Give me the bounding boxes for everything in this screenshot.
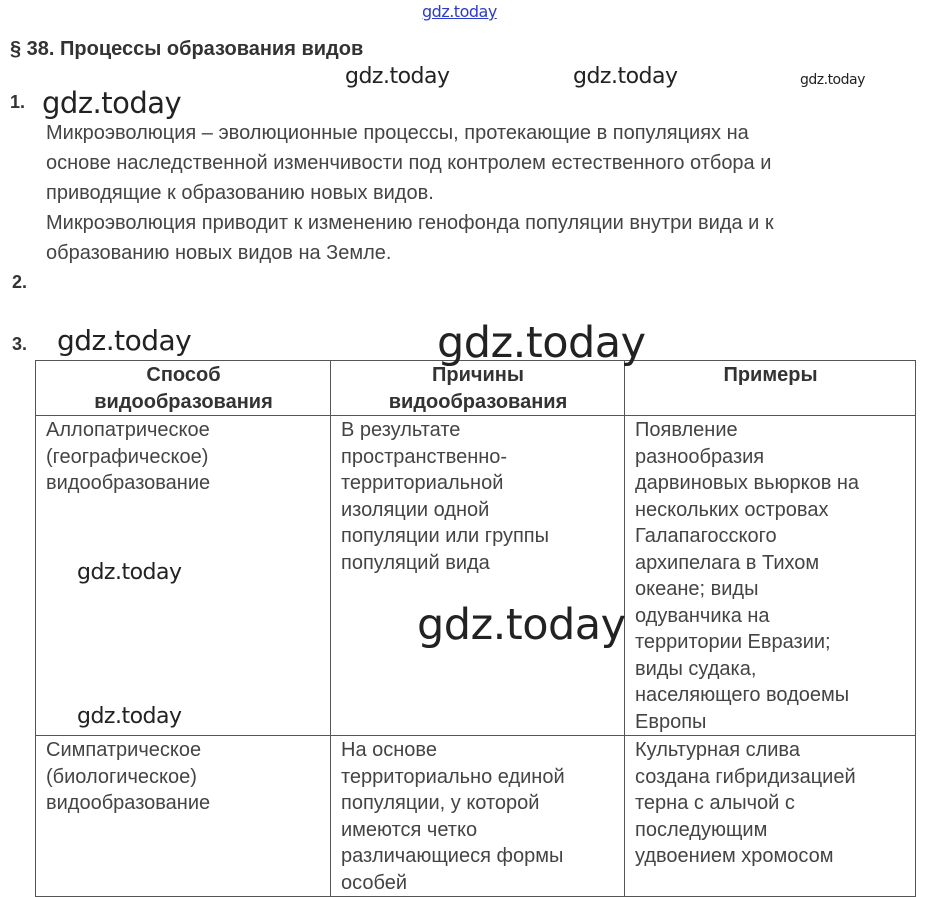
watermark: gdz.today (77, 704, 182, 729)
header-line: видообразования (94, 390, 273, 413)
answer-1-line: Микроэволюция – эволюционные процессы, протекающие в популяциях на (46, 122, 749, 144)
cell-line: популяций вида (341, 551, 490, 574)
cell-line: нескольких островах (635, 498, 829, 521)
watermark-top[interactable]: gdz.today (422, 2, 497, 21)
cell-line: (географическое) (46, 445, 209, 468)
cell-line: удвоением хромосом (635, 845, 834, 867)
cell-line: видообразование (46, 792, 211, 814)
question-number-2: 2. (12, 272, 28, 292)
header-line: Причины (432, 364, 524, 386)
watermark: gdz.today (437, 318, 646, 368)
cell-line: В результате (341, 419, 461, 441)
cell-line: изоляции одной (341, 498, 490, 521)
answer-1-line: приводящие к образованию новых видов. (46, 182, 434, 204)
cell-line: виды судака, (635, 657, 757, 680)
cell-line: имеются четко (341, 818, 478, 841)
answer-1-line: Микроэволюция приводит к изменению генофонда популяции внутри вида и к (46, 212, 774, 234)
question-number-3: 3. (12, 334, 28, 354)
header-line: Способ (146, 364, 221, 386)
header-causes (331, 361, 625, 416)
cell-line: На основе (341, 739, 437, 761)
table-header-row (36, 361, 916, 416)
cell-line: Аллопатрическое (46, 419, 210, 441)
cell-line: территориально единой (341, 765, 565, 788)
answer-1-text (46, 118, 916, 268)
answer-1-line: основе наследственной изменчивости под контролем естественного отбора и (46, 152, 772, 174)
cell-line: океане; виды (635, 578, 759, 600)
cell-line: Симпатрическое (46, 739, 202, 761)
cell-line: различающиеся формы (341, 845, 564, 867)
cell-line: Культурная слива (635, 739, 800, 761)
cell-causes (331, 736, 625, 897)
watermark: gdz.today (57, 324, 192, 357)
watermark: gdz.today (345, 64, 450, 89)
answer-1-line: образованию новых видов на Земле. (46, 242, 392, 264)
cell-line: Появление (635, 419, 738, 441)
table-row (36, 736, 916, 897)
header-examples (625, 361, 916, 416)
cell-method (36, 736, 331, 897)
page-title: § 38. Процессы образования видов (10, 38, 364, 60)
watermark: gdz.today (42, 86, 182, 120)
cell-line: пространственно- (341, 445, 508, 468)
cell-line: видообразование (46, 472, 211, 494)
watermark: gdz.today (800, 72, 865, 88)
header-method (36, 361, 331, 416)
cell-line: населяющего водоемы (635, 684, 850, 706)
cell-line: особей (341, 871, 407, 894)
cell-line: Галапагосского (635, 525, 777, 547)
watermark: gdz.today (417, 600, 626, 650)
cell-line: создана гибридизацией (635, 765, 856, 788)
cell-line: популяции, у которой (341, 792, 540, 814)
header-line: Примеры (723, 364, 818, 386)
cell-examples (625, 736, 916, 897)
cell-line: разнообразия (635, 445, 765, 468)
cell-line: территории Евразии; (635, 631, 831, 653)
cell-line: дарвиновых вьюрков на (635, 472, 860, 494)
watermark: gdz.today (573, 64, 678, 89)
cell-line: последующим (635, 818, 768, 841)
cell-line: архипелага в Тихом (635, 551, 820, 574)
cell-line: (биологическое) (46, 765, 197, 788)
cell-line: Европы (635, 710, 707, 733)
cell-line: одуванчика на (635, 604, 770, 627)
cell-examples (625, 416, 916, 736)
cell-line: терна с алычой с (635, 792, 795, 814)
header-line: видообразования (388, 390, 568, 413)
watermark: gdz.today (77, 560, 182, 585)
cell-line: территориальной (341, 472, 504, 494)
cell-line: популяции или группы (341, 525, 549, 547)
cell-causes (331, 416, 625, 736)
question-number-1: 1. (10, 92, 26, 112)
